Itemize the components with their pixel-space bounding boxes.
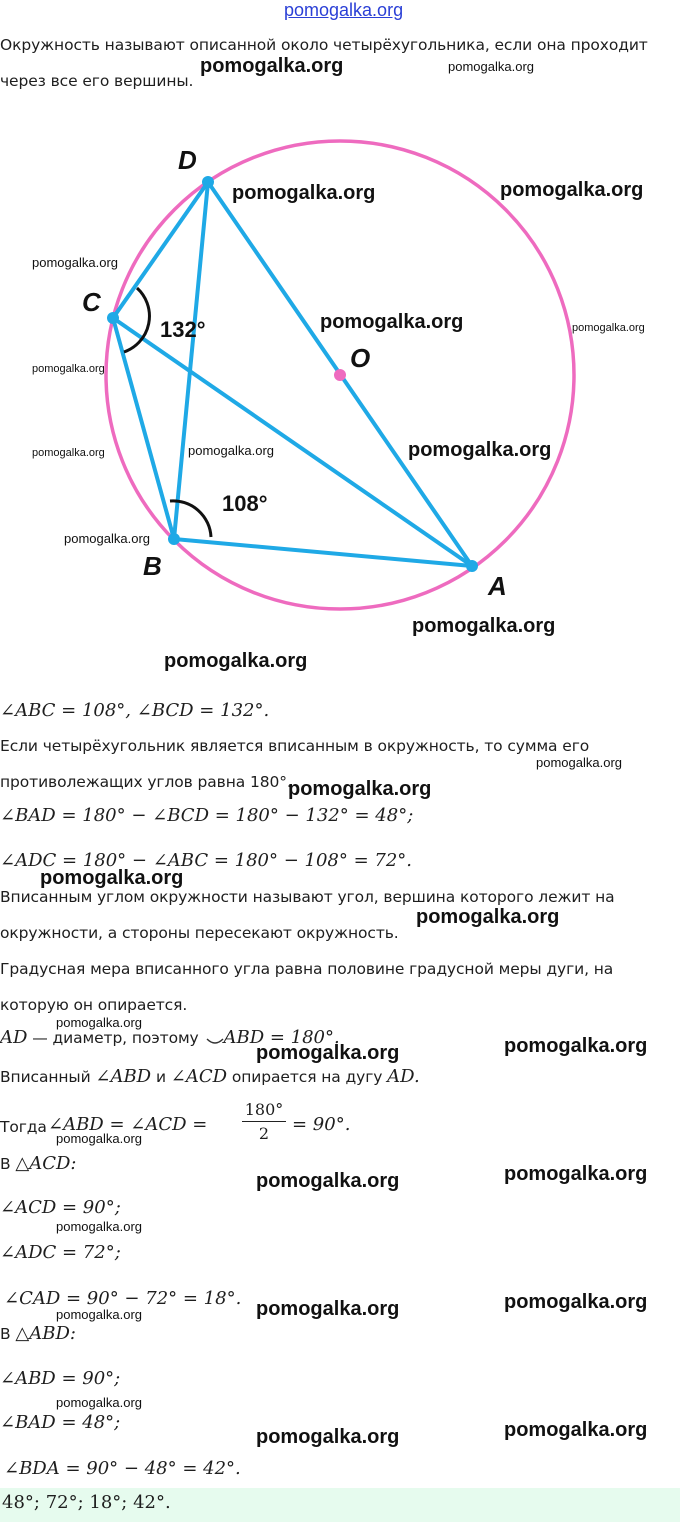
label-c: C: [82, 287, 101, 317]
vertex-b-dot: [168, 533, 180, 545]
triangle-acd-header: [0, 1153, 77, 1174]
cyclic-rule-line-2: противолежащих углов равна 180°.: [0, 773, 292, 791]
segment-db: [174, 182, 208, 539]
watermark: pomogalka.org: [32, 255, 118, 270]
diameter-ad: AD: [0, 1027, 28, 1048]
then-angles: ∠ABD = ∠ACD =: [48, 1114, 208, 1135]
fraction: [242, 1100, 286, 1143]
watermark: pomogalka.org: [536, 755, 622, 770]
watermark: pomogalka.org: [200, 55, 344, 77]
answer-box: [0, 1488, 680, 1522]
segment-cb: [113, 318, 174, 539]
watermark: pomogalka.org: [412, 615, 556, 637]
inscribed-def-line-2: окружности, а стороны пересекают окружность.: [0, 924, 399, 942]
watermark: pomogalka.org: [56, 1131, 142, 1146]
watermark: pomogalka.org: [232, 182, 376, 204]
arc-ad: AD.: [387, 1066, 420, 1087]
center-o-dot: [334, 369, 346, 381]
watermark: pomogalka.org: [288, 778, 432, 800]
angle-abd: ∠ABD: [95, 1066, 152, 1087]
intro-line-1: Окружность называют описанной около четырёхугольника, если она проходит: [0, 36, 648, 54]
diameter-text: — диаметр, поэтому: [27, 1029, 204, 1047]
watermark: pomogalka.org: [56, 1395, 142, 1410]
label-o: O: [350, 343, 371, 373]
fraction-bar: [242, 1121, 286, 1122]
given-angles: ∠ABC = 108°, ∠BCD = 132°.: [0, 700, 270, 721]
watermark: pomogalka.org: [56, 1307, 142, 1322]
label-a: A: [488, 571, 507, 601]
watermark: pomogalka.org: [504, 1035, 648, 1057]
equation-bad: ∠BAD = 180° − ∠BCD = 180° − 132° = 48°;: [0, 805, 414, 826]
watermark: pomogalka.org: [56, 1219, 142, 1234]
inscribed-measure-line-2: которую он опирается.: [0, 996, 188, 1014]
equation-bda-42: ∠BDA = 90° − 48° = 42°.: [4, 1458, 241, 1479]
equation-adc-72: ∠ADC = 72°;: [0, 1242, 121, 1263]
inscribed-prefix: Вписанный: [0, 1068, 96, 1086]
in-word: В: [0, 1155, 16, 1173]
segment-cd: [113, 182, 208, 318]
watermark: pomogalka.org: [40, 867, 184, 889]
conjunction: и: [151, 1068, 171, 1086]
watermark: pomogalka.org: [572, 322, 645, 334]
equation-adc: ∠ADC = 180° − ∠ABC = 180° − 108° = 72°.: [0, 850, 413, 871]
equation-bad-48: ∠BAD = 48°;: [0, 1412, 121, 1433]
equation-abd-90: ∠ABD = 90°;: [0, 1368, 121, 1389]
equation-cad-18: ∠CAD = 90° − 72° = 18°.: [4, 1288, 242, 1309]
label-b: B: [143, 551, 162, 581]
inscribed-measure-line-1: Градусная мера вписанного угла равна половине градусной меры дуги, на: [0, 960, 614, 978]
fraction-numerator: 180°: [244, 1100, 284, 1119]
watermark: pomogalka.org: [32, 447, 105, 459]
vertex-d-dot: [202, 176, 214, 188]
segment-ba: [174, 539, 472, 566]
vertex-a-dot: [466, 560, 478, 572]
watermark: pomogalka.org: [256, 1042, 400, 1064]
equation-acd-90: ∠ACD = 90°;: [0, 1197, 121, 1218]
then-result: = 90°.: [292, 1114, 351, 1135]
arc-abd-value: ABD = 180°.: [223, 1027, 340, 1048]
watermark: pomogalka.org: [256, 1298, 400, 1320]
then-word: Тогда: [0, 1118, 47, 1136]
watermark: pomogalka.org: [164, 650, 308, 672]
triangle-abd: △ABD:: [15, 1323, 76, 1344]
watermark: pomogalka.org: [32, 363, 105, 375]
watermark: pomogalka.org: [256, 1170, 400, 1192]
watermark: pomogalka.org: [416, 906, 560, 928]
watermark: pomogalka.org: [188, 443, 274, 458]
watermark: pomogalka.org: [408, 439, 552, 461]
watermark: pomogalka.org: [256, 1426, 400, 1448]
label-d: D: [178, 145, 197, 175]
inscribed-def-line-1: Вписанным углом окружности называют угол, вершина которого лежит на: [0, 888, 615, 906]
answer-text: 48°; 72°; 18°; 42°.: [2, 1492, 171, 1513]
angle-acd: ∠ACD: [170, 1066, 228, 1087]
watermark: pomogalka.org: [504, 1419, 648, 1441]
angle-c-value: 132°: [160, 317, 206, 342]
arc-symbol-icon: [203, 1025, 223, 1043]
watermark: pomogalka.org: [504, 1291, 648, 1313]
watermark: pomogalka.org: [64, 531, 150, 546]
triangle-abd-header: [0, 1323, 76, 1344]
cyclic-rule-line-1: Если четырёхугольник является вписанным в окружность, то сумма его: [0, 737, 590, 755]
triangle-acd: △ACD:: [15, 1153, 77, 1174]
fraction-denominator: 2: [258, 1124, 270, 1143]
site-title-link[interactable]: pomogalka.org: [284, 0, 404, 20]
rests-on-text: опирается на дугу: [227, 1068, 388, 1086]
inscribed-angles-line: [0, 1066, 420, 1087]
intro-line-2: через все его вершины.: [0, 72, 194, 90]
vertex-c-dot: [107, 312, 119, 324]
angle-b-value: 108°: [222, 491, 268, 516]
watermark: pomogalka.org: [448, 59, 534, 74]
in-word: В: [0, 1325, 16, 1343]
watermark: pomogalka.org: [500, 179, 644, 201]
watermark: pomogalka.org: [320, 311, 464, 333]
watermark: pomogalka.org: [56, 1015, 142, 1030]
watermark: pomogalka.org: [504, 1163, 648, 1185]
